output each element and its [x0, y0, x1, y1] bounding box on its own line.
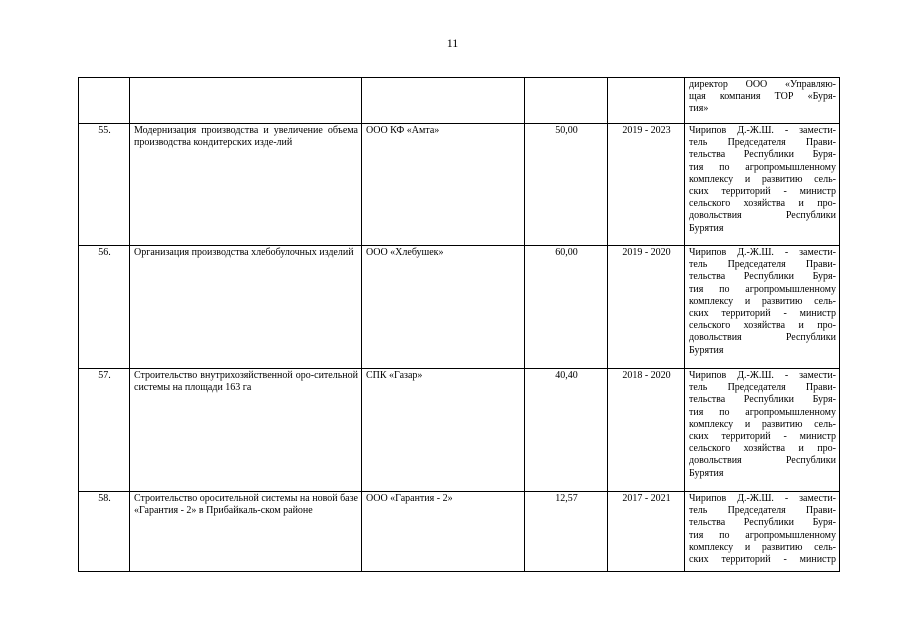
period-cell: 2017 - 2021 [608, 492, 685, 572]
responsible-line: Чирипов Д.-Ж.Ш. - замести- [689, 493, 836, 504]
responsible-line: комплексу и развитию сель- [689, 541, 836, 553]
period-cell: 2019 - 2023 [608, 124, 685, 246]
responsible-line: довольствия Республики [689, 455, 836, 467]
row-number-cell: 57. [79, 369, 130, 492]
responsible-line: комплексу и развитию сель- [689, 418, 836, 430]
organization-cell: ООО КФ «Амта» [362, 124, 525, 246]
table-row [79, 369, 840, 492]
responsible-line: тия по агропромышленному [689, 283, 836, 295]
responsible-line: тель Председателя Прави- [689, 259, 836, 271]
table-row [79, 78, 840, 124]
project-name-cell: Организация производства хлебобулочных изделий [130, 246, 362, 369]
responsible-cell [685, 246, 840, 369]
responsible-cell [685, 78, 840, 124]
amount-cell [525, 78, 608, 124]
row-number-cell: 56. [79, 246, 130, 369]
responsible-line: тельства Республики Буря- [689, 517, 836, 529]
responsible-line: тель Председателя Прави- [689, 137, 836, 149]
period-cell [608, 78, 685, 124]
responsible-line: ских территорий - министр [689, 186, 836, 198]
responsible-cell [685, 492, 840, 572]
table-row [79, 492, 840, 572]
responsible-line: тель Председателя Прави- [689, 382, 836, 394]
project-name-cell [130, 78, 362, 124]
organization-cell: ООО «Гарантия - 2» [362, 492, 525, 572]
row-number-cell: 58. [79, 492, 130, 572]
responsible-cell [685, 124, 840, 246]
responsible-line: ских территорий - министр [689, 308, 836, 320]
responsible-line: ских территорий - министр [689, 554, 836, 566]
responsible-line: довольствия Республики [689, 210, 836, 222]
responsible-line: сельского хозяйства и про- [689, 198, 836, 210]
responsible-line: тия» [689, 103, 709, 115]
responsible-line: сельского хозяйства и про- [689, 320, 836, 332]
period-cell: 2019 - 2020 [608, 246, 685, 369]
project-name-cell: Модернизация производства и увеличение объема производства кондитерских изде-лий [130, 124, 362, 246]
amount-cell: 12,57 [525, 492, 608, 572]
page-number: 11 [446, 36, 459, 50]
responsible-line: Чирипов Д.-Ж.Ш. - замести- [689, 247, 836, 258]
responsible-line: Бурятия [689, 344, 724, 356]
amount-cell: 40,40 [525, 369, 608, 492]
project-name-cell: Строительство внутрихозяйственной оро-сительной системы на площади 163 га [130, 369, 362, 492]
row-number-cell [79, 78, 130, 124]
responsible-line: тельства Республики Буря- [689, 149, 836, 161]
responsible-line: тия по агропромышленному [689, 529, 836, 541]
responsible-line: щая компания ТОР «Буря- [689, 91, 836, 103]
responsible-line: Чирипов Д.-Ж.Ш. - замести- [689, 125, 836, 136]
amount-cell: 50,00 [525, 124, 608, 246]
projects-table [78, 77, 840, 572]
responsible-line: тия по агропромышленному [689, 161, 836, 173]
project-name-cell: Строительство оросительной системы на новой базе «Гарантия - 2» в Прибайкаль-ском районе [130, 492, 362, 572]
responsible-line: Бурятия [689, 222, 724, 234]
organization-cell [362, 78, 525, 124]
period-cell: 2018 - 2020 [608, 369, 685, 492]
responsible-line: тель Председателя Прави- [689, 505, 836, 517]
responsible-line: сельского хозяйства и про- [689, 443, 836, 455]
responsible-line: комплексу и развитию сель- [689, 295, 836, 307]
responsible-line: ских территорий - министр [689, 431, 836, 443]
responsible-line: довольствия Республики [689, 332, 836, 344]
amount-cell: 60,00 [525, 246, 608, 369]
table-row [79, 246, 840, 369]
organization-cell: СПК «Газар» [362, 369, 525, 492]
responsible-line: комплексу и развитию сель- [689, 173, 836, 185]
responsible-line: Бурятия [689, 467, 724, 479]
responsible-line: тельства Республики Буря- [689, 394, 836, 406]
row-number-cell: 55. [79, 124, 130, 246]
responsible-line: тия по агропромышленному [689, 406, 836, 418]
organization-cell: ООО «Хлебушек» [362, 246, 525, 369]
table-row [79, 124, 840, 246]
responsible-line: директор ООО «Управляю- [689, 79, 836, 90]
responsible-cell [685, 369, 840, 492]
responsible-line: Чирипов Д.-Ж.Ш. - замести- [689, 370, 836, 381]
responsible-line: тельства Республики Буря- [689, 271, 836, 283]
